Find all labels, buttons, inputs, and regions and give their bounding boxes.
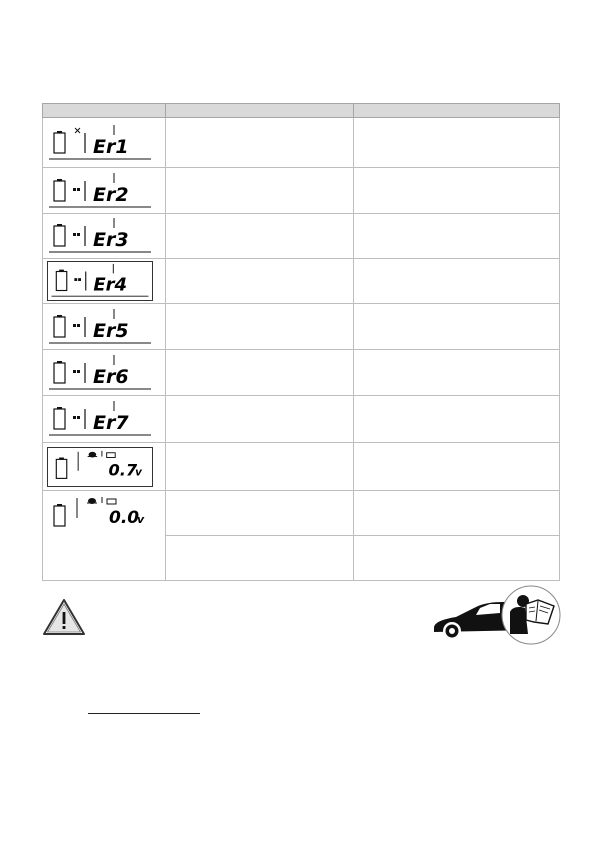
display-cell	[43, 168, 166, 214]
battery-outline-icon	[56, 457, 66, 478]
display-cell	[43, 443, 166, 491]
battery-outline-icon	[54, 224, 65, 246]
cause-cell	[166, 350, 354, 396]
table-row	[43, 350, 560, 396]
dots-icon	[73, 370, 80, 373]
cause-cell	[166, 259, 354, 304]
battery-small-icon	[107, 452, 116, 457]
lcd-display	[47, 171, 153, 211]
cause-cell	[166, 168, 354, 214]
battery-outline-icon	[56, 270, 66, 291]
cause-cell	[166, 536, 354, 581]
battery-outline-icon	[54, 315, 65, 337]
remedy-cell	[354, 118, 560, 168]
remedy-cell	[354, 491, 560, 536]
cause-cell	[166, 396, 354, 443]
cause-cell	[166, 304, 354, 350]
dots-icon	[73, 188, 80, 191]
battery-outline-icon	[54, 179, 65, 201]
remedy-cell	[354, 304, 560, 350]
table-row	[43, 304, 560, 350]
error-code-display: Er2	[93, 183, 129, 206]
table-row	[43, 491, 560, 536]
battery-outline-icon	[54, 504, 65, 526]
remedy-cell	[354, 259, 560, 304]
battery-outline-icon	[54, 131, 65, 153]
error-code-table	[42, 103, 560, 581]
header-remedy	[354, 104, 560, 118]
lcd-display	[47, 447, 153, 487]
voltage-unit: v	[135, 466, 142, 479]
battery-outline-icon	[54, 407, 65, 429]
warning-triangle-icon	[42, 598, 86, 636]
error-code-display: Er3	[93, 229, 129, 251]
dots-icon	[73, 324, 80, 327]
display-cell	[43, 214, 166, 259]
remedy-cell	[354, 536, 560, 581]
display-cell	[43, 118, 166, 168]
lcd-display	[47, 261, 153, 301]
remedy-cell	[354, 443, 560, 491]
car-with-manual-icon	[430, 584, 562, 646]
battery-outline-icon	[54, 361, 65, 383]
lcd-display	[47, 353, 153, 393]
error-code-display: Er5	[93, 319, 129, 342]
remedy-cell	[354, 214, 560, 259]
table-row	[43, 443, 560, 491]
snail-icon	[87, 498, 97, 504]
remedy-cell	[354, 350, 560, 396]
lcd-display	[47, 307, 153, 347]
display-cell	[43, 350, 166, 396]
remedy-cell	[354, 168, 560, 214]
remedy-cell	[354, 396, 560, 443]
voltage-display: 0.7	[108, 460, 138, 480]
display-cell	[43, 491, 166, 581]
battery-small-icon	[107, 499, 116, 504]
lcd-display	[47, 123, 153, 163]
error-code-display: Er4	[93, 274, 128, 296]
voltage-unit: v	[137, 513, 145, 526]
lcd-display	[47, 216, 153, 256]
display-cell	[43, 259, 166, 304]
cause-cell	[166, 491, 354, 536]
display-cell	[43, 304, 166, 350]
voltage-display: 0.0	[109, 508, 140, 528]
header-display	[43, 104, 166, 118]
table-row	[43, 168, 560, 214]
dots-icon	[74, 278, 81, 281]
snail-icon	[88, 451, 98, 457]
table-header-row	[43, 104, 560, 118]
display-cell	[43, 396, 166, 443]
lcd-display	[47, 494, 153, 534]
error-code-display: Er1	[93, 135, 129, 158]
error-code-display: Er7	[93, 412, 129, 434]
error-code-display: Er6	[93, 365, 129, 388]
cause-cell	[166, 214, 354, 259]
header-cause	[166, 104, 354, 118]
cause-cell	[166, 118, 354, 168]
table-row	[43, 396, 560, 443]
underline-rule	[88, 713, 200, 714]
dots-icon	[73, 416, 80, 419]
cross-icon	[75, 128, 80, 133]
dots-icon	[73, 233, 80, 236]
lcd-display	[47, 399, 153, 439]
table-row	[43, 118, 560, 168]
table-row	[43, 214, 560, 259]
table-row	[43, 259, 560, 304]
cause-cell	[166, 443, 354, 491]
